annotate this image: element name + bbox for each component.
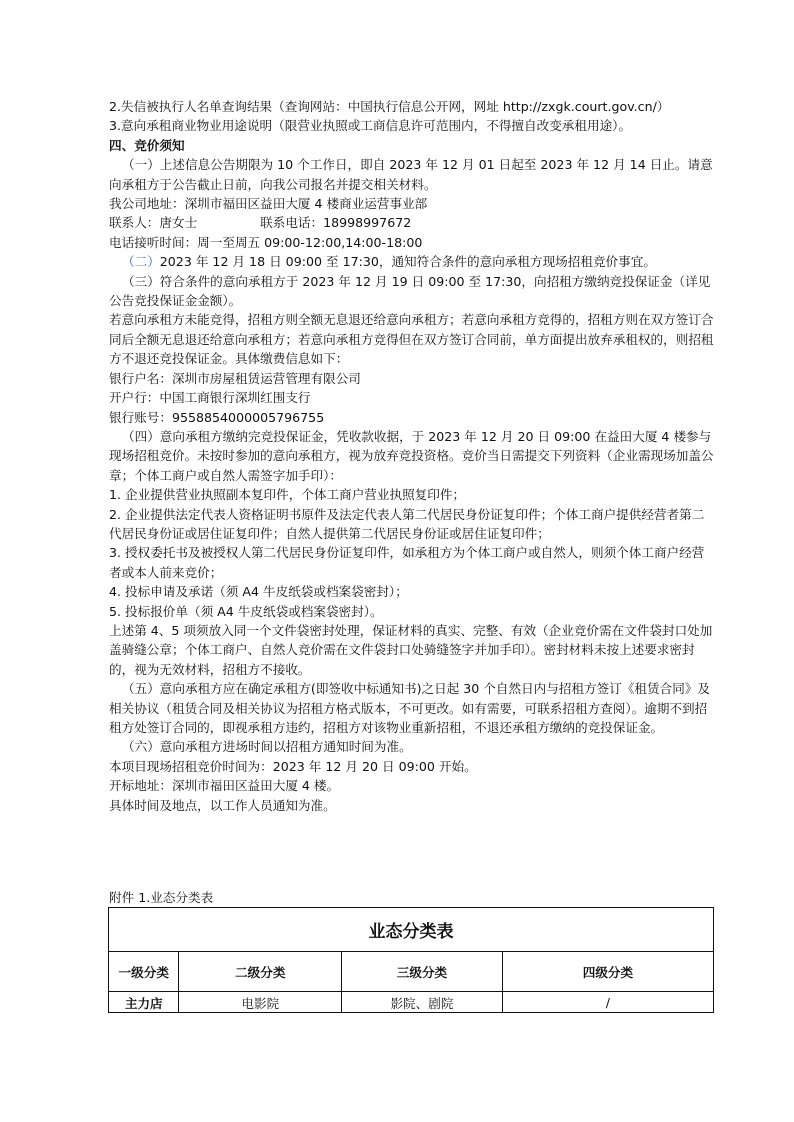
list-item-authorization: 3. 授权委托书及被授权人第二代居民身份证复印件，如承租方为个体工商户或自然人，则须个体工商户经营者或本人前来竞价； xyxy=(109,545,705,580)
notice-body xyxy=(109,97,716,815)
paragraph-bidding-materials: （四）意向承租方缴纳完竞投保证金，凭收款收据，于 2023 年 12 月 20 日 09:00 在益田大厦 4 楼参与现场招租竞价。未按时参加的意向承租方，视为放弃竞投资格。竞价当日需提交下列资料（企业需现场加盖公章；个体工商户或自然人需签字加手印）： xyxy=(109,428,714,483)
annex-label: 附件 1.业态分类表 xyxy=(109,890,214,905)
paragraph-company-address: 我公司地址：深圳市福田区益田大厦 4 楼商业运营事业部 xyxy=(109,196,428,212)
paragraph-bidding-time: 本项目现场招租竞价时间为：2023 年 12 月 20 日 09:00 开始。 xyxy=(109,758,477,774)
list-item-business-license: 1. 企业提供营业执照副本复印件，个体工商户营业执照复印件； xyxy=(109,487,466,503)
table-header-row xyxy=(109,952,714,992)
cell-level-2: 电影院 xyxy=(179,992,342,1013)
table-row xyxy=(109,992,714,1013)
list-item-legal-representative: 2. 企业提供法定代表人资格证明书原件及法定代表人第二代居民身份证复印件；个体工商户提供经营者第二代居民身份证或居住证复印件；自然人提供第二代居民身份证或居住证复印件； xyxy=(109,506,705,541)
paragraph-phone-hours: 电话接听时间：周一至周五 09:00-12:00,14:00-18:00 xyxy=(109,234,423,250)
header-level-4: 四级分类 xyxy=(502,952,713,992)
paragraph-bank-account-number: 银行账号：9558854000005796755 xyxy=(109,409,325,425)
section-heading-bidding-notes: 四、竞价须知 xyxy=(109,137,185,153)
cell-level-4: / xyxy=(502,992,713,1013)
business-category-table xyxy=(108,907,714,1013)
paragraph-entry-time: （六）意向承租方进场时间以招租方通知时间为准。 xyxy=(122,739,412,755)
cell-level-1: 主力店 xyxy=(109,992,179,1013)
paragraph-usage-description: 3.意向承租商业物业用途说明（限营业执照或工商信息许可范围内，不得擅自改变承租用途）。 xyxy=(109,118,632,134)
paragraph-sealing-requirements: 上述第 4、5 项须放入同一个文件袋密封处理，保证材料的真实、完整、有效（企业竞价需在文件袋封口处加盖骑缝公章；个体工商户、自然人竞价需在文件袋封口处骑缝签字并加手印）。密封材料未按上述要求密封的，视为无效材料，招租方不接收。 xyxy=(109,622,713,677)
paragraph-final-note: 具体时间及地点，以工作人员通知为准。 xyxy=(109,797,336,813)
paragraph-contract-signing: （五）意向承租方应在确定承租方(即签收中标通知书)之日起 30 个自然日内与招租方签订《租赁合同》及相关协议（租赁合同及相关协议为招租方格式版本，不可更改。如有需要，可联系招租方查阅）。逾期不到招租方处签订合同的，即视承租方违约，招租方对该物业重新招租，不退还承租方缴纳的竞投保证金。 xyxy=(109,681,710,735)
header-level-2: 二级分类 xyxy=(179,952,342,992)
table-title-row xyxy=(109,908,714,952)
paragraph-blacklist-query: 2.失信被执行人名单查询结果（查询网站：中国执行信息公开网，网址 http://zxgk.court.gov.cn/） xyxy=(109,99,670,114)
paragraph-bank-account-name: 银行户名：深圳市房屋租赁运营管理有限公司 xyxy=(109,370,361,386)
list-item-bid-application: 4. 投标申请及承诺（须 A4 牛皮纸袋或档案袋密封）； xyxy=(109,584,408,600)
paragraph-bank-branch: 开户行：中国工商银行深圳红围支行 xyxy=(109,390,311,406)
table-title: 业态分类表 xyxy=(109,908,714,952)
paragraph-notice-period: （一）上述信息公告期限为 10 个工作日，即自 2023 年 12 月 01 日起至 2023 年 12 月 14 日止。请意向承租方于公告截止日前，向我公司报名并提交相关材料。 xyxy=(109,157,713,192)
paragraph-opening-address: 开标地址：深圳市福田区益田大厦 4 楼。 xyxy=(109,778,340,794)
header-level-1: 一级分类 xyxy=(109,952,179,992)
paragraph-deposit-payment: （三）符合条件的意向承租方于 2023 年 12 月 19 日 09:00 至 17:30，向招租方缴纳竞投保证金（详见公告竞投保证金金额）。 xyxy=(109,273,711,309)
paragraph-notification-date xyxy=(109,252,716,271)
list-item-bid-quote: 5. 投标报价单（须 A4 牛皮纸袋或档案袋密封）。 xyxy=(109,603,383,619)
clause-two-text: 2023 年 12 月 18 日 09:00 至 17:30，通知符合条件的意向承租方现场招租竞价事宜。 xyxy=(159,254,656,270)
clause-two-marker: （二） xyxy=(122,254,160,270)
header-level-3: 三级分类 xyxy=(342,952,503,992)
paragraph-contact: 联系人：唐女士 联系电话：18998997672 xyxy=(109,215,412,231)
paragraph-deposit-refund: 若意向承租方未能竞得，招租方则全额无息退还给意向承租方；若意向承租方竞得的，招租方则在双方签订合同后全额无息退还给意向承租方；若意向承租方竞得但在双方签订合同前，单方面提出放弃承租权的，则招租方不退还竞投保证金。具体缴费信息如下： xyxy=(109,312,714,367)
cell-level-3: 影院、剧院 xyxy=(342,992,503,1013)
